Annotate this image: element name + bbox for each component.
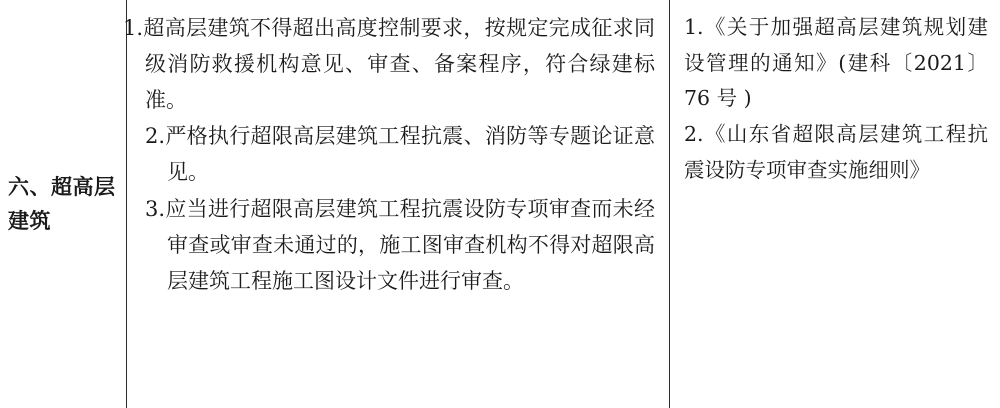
basis-list bbox=[670, 0, 1000, 196]
content-item: 3.应当进行超限高层建筑工程抗震设防专项审查而未经审查或审查未通过的，施工图审查机构不得对超限高层建筑工程施工图设计文件进行审查。 bbox=[145, 196, 655, 293]
table-cell-content bbox=[123, 0, 670, 408]
content-list bbox=[123, 0, 669, 307]
content-item: 2.严格执行超限高层建筑工程抗震、消防等专题论证意见。 bbox=[145, 124, 655, 185]
basis-item: 2.《山东省超限高层建筑工程抗震设防专项审查实施细则》 bbox=[684, 121, 988, 182]
table-cell-category bbox=[0, 0, 127, 408]
basis-item: 1.《关于加强超高层建筑规划建设管理的通知》(建科〔2021〕76 号 ) bbox=[684, 15, 988, 111]
category-label: 六、超高层建筑 bbox=[8, 175, 116, 233]
content-item: 1.超高层建筑不得超出高度控制要求，按规定完成征求同级消防救援机构意见、审查、备案程序，符合绿建标准。 bbox=[123, 16, 655, 113]
table-cell-basis bbox=[670, 0, 1000, 408]
